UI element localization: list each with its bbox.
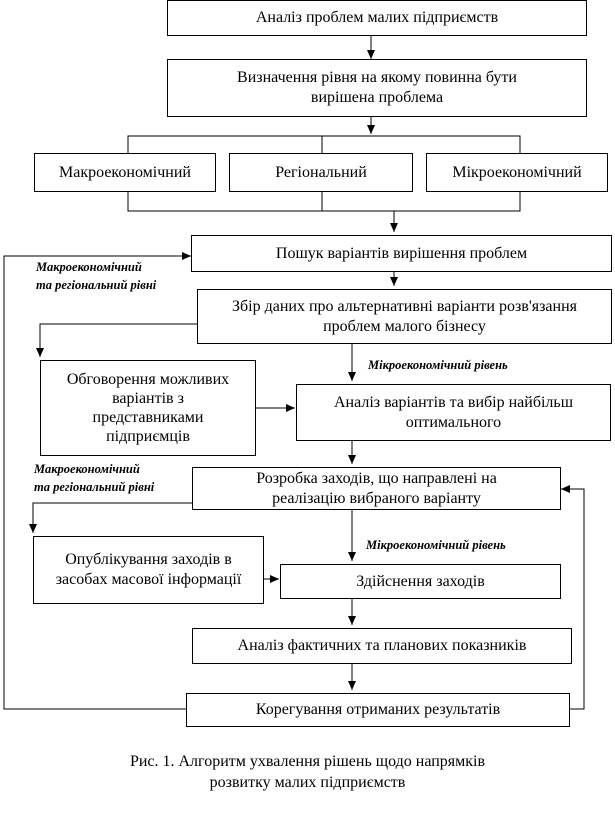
box-develop-measures <box>192 467 561 510</box>
box-search-options-text: Пошук варіантів вирішення проблем <box>275 244 528 262</box>
box-level-definition-line1: Визначення рівня на якому повинна бути <box>237 69 517 86</box>
box-collect-data-line2: проблем малого бізнесу <box>323 317 486 335</box>
box-choose-option-line1: Аналіз варіантів та вибір найбільш <box>333 393 574 411</box>
box-implement-measures-text: Здійснення заходів <box>356 572 485 590</box>
note-macro-regional-upper-line2: та регіональний рівні <box>36 278 157 293</box>
box-discuss-options <box>40 360 256 456</box>
note-micro-level-lower-text: Мікроекономічний рівень <box>366 538 506 552</box>
box-develop-measures-line1: Розробка заходів, що направлені на <box>256 469 497 487</box>
figure-caption <box>0 752 615 794</box>
figure-caption-line2: розвитку малих підприємств <box>209 773 406 791</box>
note-macro-regional-lower <box>34 460 154 496</box>
box-macroeconomic-text: Макроекономічний <box>59 163 191 181</box>
box-discuss-options-line1: Обговорення можливих <box>66 370 230 388</box>
box-indicators-analysis-text: Аналіз фактичних та планових показників <box>237 637 527 654</box>
box-correct-results <box>186 693 570 727</box>
box-publish-measures-line2: засобах масової інформації <box>55 571 242 588</box>
note-macro-regional-upper <box>36 258 156 294</box>
box-microeconomic-text: Мікроекономічний <box>452 163 582 181</box>
box-publish-measures <box>33 536 264 604</box>
box-develop-measures-line2: реалізацію вибраного варіанту <box>272 489 481 507</box>
arrow-develop-to-publish <box>33 503 192 533</box>
box-level-definition <box>167 59 587 117</box>
note-macro-regional-lower-line1: Макроекономічний <box>34 462 140 476</box>
merge-bottom-line <box>128 192 520 211</box>
box-problem-analysis-text: Аналіз проблем малих підприємств <box>255 9 499 26</box>
arrow-collect-to-discuss <box>40 324 197 357</box>
figure-caption-line1: Рис. 1. Алгоритм ухвалення рішень щодо напрямків <box>129 753 486 770</box>
box-choose-option <box>296 384 611 441</box>
branch-top-line <box>128 136 520 153</box>
box-regional <box>229 153 413 192</box>
box-indicators-analysis <box>192 628 572 664</box>
note-micro-level-lower <box>366 536 506 554</box>
note-micro-level-upper <box>368 356 508 374</box>
note-micro-level-upper-text: Мікроекономічний рівень <box>368 358 508 372</box>
box-choose-option-line2: оптимального <box>405 413 502 431</box>
box-publish-measures-line1: Опублікування заходів в <box>65 551 232 568</box>
box-correct-results-text: Корегування отриманих результатів <box>255 701 501 718</box>
box-discuss-options-line4: підприємців <box>106 428 190 446</box>
box-regional-text: Регіональний <box>275 163 367 181</box>
feedback-right-loop <box>561 489 584 709</box>
box-search-options <box>191 235 612 272</box>
box-implement-measures <box>280 564 561 599</box>
note-macro-regional-upper-line1: Макроекономічний <box>36 260 142 274</box>
box-problem-analysis <box>167 0 587 36</box>
box-microeconomic <box>426 153 608 192</box>
box-collect-data <box>197 289 612 344</box>
box-collect-data-line1: Збір даних про альтернативні варіанти розв'язання <box>231 297 578 315</box>
box-level-definition-line2: вирішена проблема <box>310 89 444 106</box>
note-macro-regional-lower-line2: та регіональний рівні <box>34 480 155 495</box>
box-discuss-options-line3: представниками <box>92 409 204 426</box>
box-macroeconomic <box>34 153 216 192</box>
box-discuss-options-line2: варіантів з <box>112 389 184 407</box>
